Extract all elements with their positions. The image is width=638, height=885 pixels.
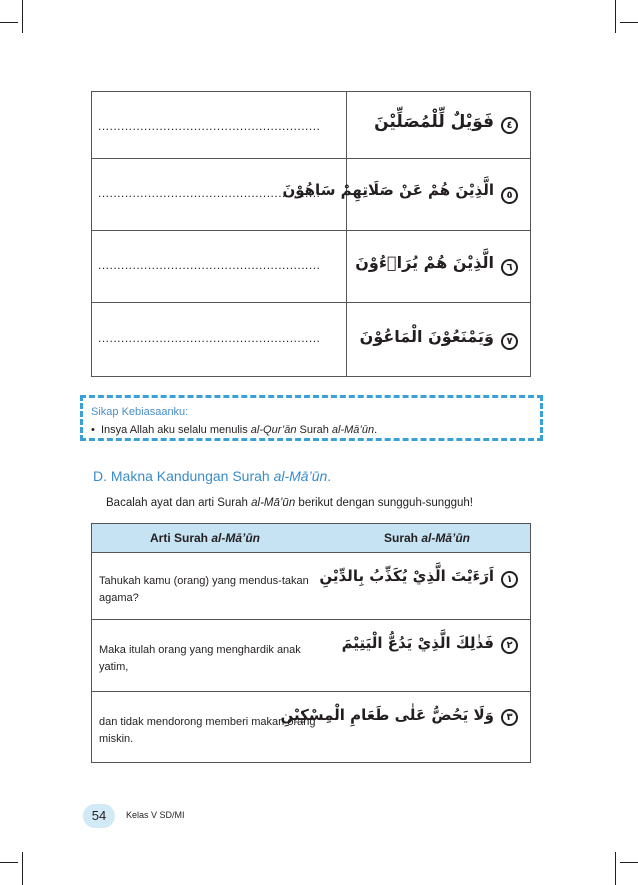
meaning-text: Tahukah kamu (orang) yang mendus-takan agama? <box>99 575 309 604</box>
answer-line[interactable]: .......................................................... <box>98 258 321 272</box>
header-meaning <box>150 531 260 545</box>
instruction-text <box>106 497 473 509</box>
answer-line[interactable]: .......................................................... <box>98 119 321 133</box>
habit-statement <box>91 424 377 436</box>
arabic-verse: الَّذِيْنَ هُمْ يُرَاۤءُوْنَ <box>355 253 494 272</box>
header-text: Surah <box>384 531 422 545</box>
table-row <box>92 92 530 158</box>
instruction-part: Bacalah ayat dan arti Surah <box>106 497 252 509</box>
verse-number: ٢ <box>501 637 518 654</box>
table-row <box>92 619 530 691</box>
quran-term: al-Qur’ān <box>250 424 297 436</box>
arabic-verse: وَيَمْنَعُوْنَ الْمَاعُوْنَ <box>359 327 494 346</box>
habit-text: . <box>374 424 378 436</box>
habit-text: Surah <box>296 424 332 436</box>
book-title: Kelas V SD/MI <box>126 810 185 820</box>
crop-mark <box>615 852 616 885</box>
meaning-text: Maka itulah orang yang menghardik anak yatim, <box>99 644 301 673</box>
crop-mark <box>620 862 638 863</box>
surah-name: al-Mā’ūn <box>273 468 328 484</box>
table-header <box>92 524 530 553</box>
table-row <box>92 230 530 302</box>
crop-mark <box>0 862 18 863</box>
table-row <box>92 691 530 762</box>
table-row <box>92 553 530 619</box>
verse-number: ٦ <box>501 259 518 276</box>
page-number: 54 <box>83 804 115 828</box>
section-title-text: . <box>327 468 332 484</box>
crop-mark <box>620 22 638 23</box>
surah-name: al-Mā’ūn <box>331 424 375 436</box>
verse-number: ٥ <box>501 187 518 204</box>
verse-number: ٣ <box>501 709 518 726</box>
verse-number: ١ <box>501 571 518 588</box>
arabic-verse: اَرَءَيْتَ الَّذِيْ يُكَذِّبُ بِالدِّيْنِ <box>319 567 494 585</box>
surah-name: al-Mā’ūn <box>421 531 471 545</box>
crop-mark <box>615 0 616 33</box>
table-row <box>92 158 530 230</box>
header-text: Arti Surah <box>150 531 212 545</box>
arabic-verse: الَّذِيْنَ هُمْ عَنْ صَلَاتِهِمْ سَاهُوْنَ <box>282 181 494 199</box>
answer-line[interactable]: .......................................................... <box>98 331 321 345</box>
bullet: • <box>91 424 95 436</box>
arabic-verse: وَلَا يَحُضُّ عَلٰى طَعَامِ الْمِسْكِيْنِ <box>280 706 494 724</box>
arabic-verse: فَذٰلِكَ الَّذِيْ يَدُعُّ الْيَتِيْمَ <box>341 634 494 652</box>
meaning-table <box>91 523 531 763</box>
surah-name: al-Mā’ūn <box>251 497 296 509</box>
crop-mark <box>22 0 23 33</box>
answer-line[interactable]: .......................................................... <box>98 186 321 200</box>
verse-number: ٧ <box>501 333 518 350</box>
section-title <box>93 468 331 484</box>
habit-title: Sikap Kebiasaanku: <box>91 406 189 418</box>
crop-mark <box>0 22 18 23</box>
habit-text: Insya Allah aku selalu menulis <box>100 424 251 436</box>
verse-number: ٤ <box>501 117 518 134</box>
instruction-part: berikut dengan sungguh-sungguh! <box>295 497 473 509</box>
exercise-table <box>91 91 531 377</box>
arabic-verse: فَوَيْلٌ لِّلْمُصَلِّيْنَ <box>374 112 494 132</box>
crop-mark <box>22 852 23 885</box>
table-row <box>92 302 530 376</box>
habit-box <box>80 395 543 441</box>
section-title-text: D. Makna Kandungan Surah <box>93 468 274 484</box>
header-surah <box>384 531 470 545</box>
surah-name: al-Mā’ūn <box>211 531 261 545</box>
meaning-text: dan tidak mendorong memberi makan orang miskin. <box>99 716 316 745</box>
